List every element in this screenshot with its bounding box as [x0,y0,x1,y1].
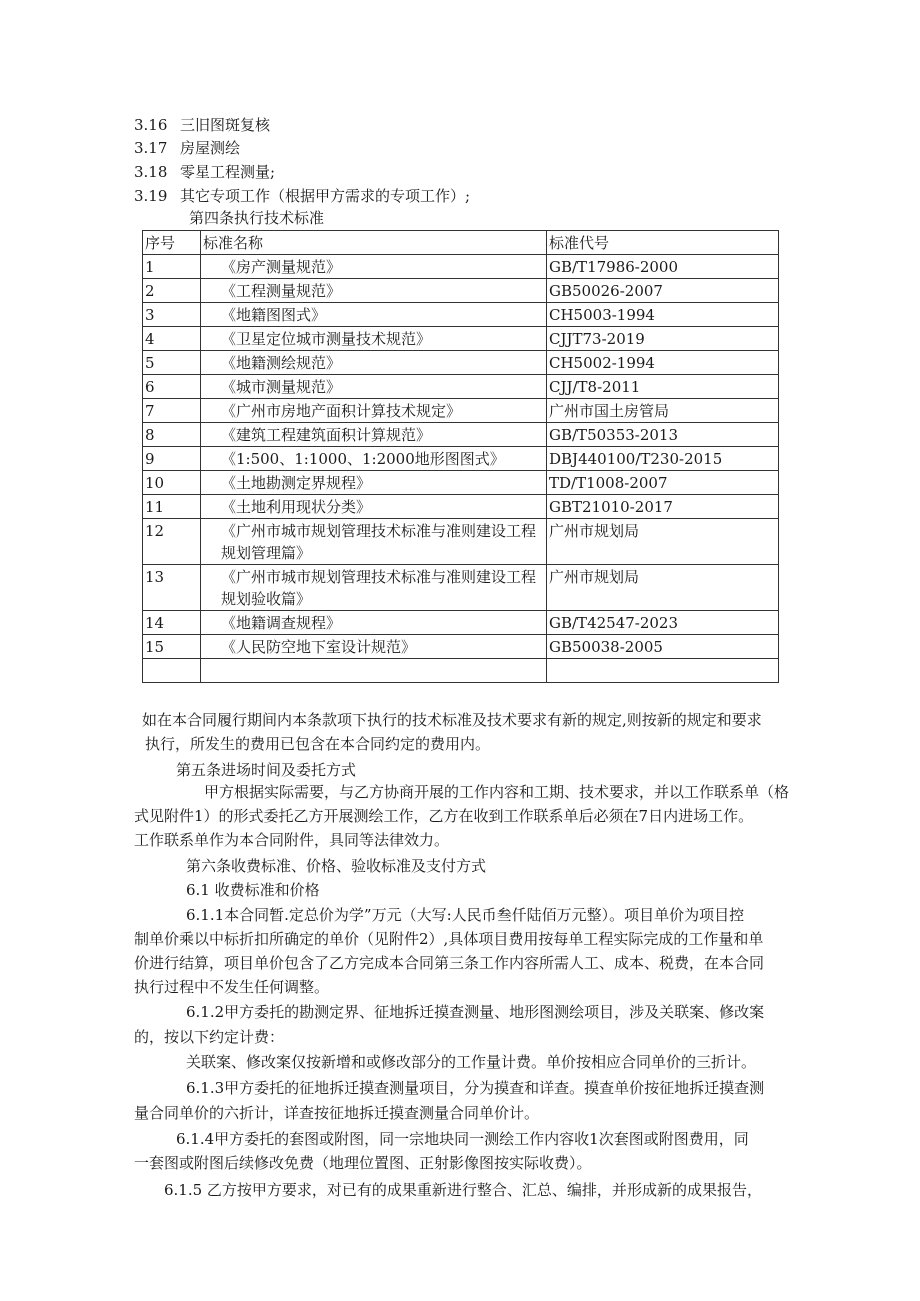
row-name: 《人民防空地下室设计规范》 [201,635,547,659]
empty-cell [143,659,201,683]
table-row [143,447,779,471]
row-no: 10 [143,471,201,495]
row-no: 9 [143,447,201,471]
item-text: 其它专项工作（根据甲方需求的专项工作）; [180,187,471,205]
row-no: 12 [143,519,201,565]
row-no: 13 [143,565,201,611]
row-no: 6 [143,375,201,399]
header-code: 标准代号 [547,231,779,255]
table-row [143,423,779,447]
row-no: 2 [143,279,201,303]
section-6-1-1-line-4: 执行过程中不发生任何调整。 [134,978,330,996]
row-no: 14 [143,611,201,635]
item-3-19 [134,186,470,206]
table-row [143,375,779,399]
section-6-1-1-line-2: 制单价乘以中标折扣所确定的单价（见附件2）,具体项目费用按每单工程实际完成的工作量和单 [134,930,764,948]
article-5-line-3: 工作联系单作为本合同附件，具同等法律效力。 [134,831,450,849]
header-name: 标准名称 [201,231,547,255]
row-name: 《广州市城市规划管理技术标准与准则建设工程规划验收篇》 [201,565,547,611]
article-4-title: 第四条执行技术标准 [189,209,325,227]
row-no: 1 [143,255,201,279]
section-6-1-2-line-1: 6.1.2甲方委托的勘测定界、征地拆迁摸查测量、地形图测绘项目，涉及关联案、修改案 [186,1003,765,1021]
table-row-empty [143,659,779,683]
section-6-1-4-line-1: 6.1.4甲方委托的套图或附图，同一宗地块同一测绘工作内容收1次套图或附图费用，同 [176,1130,749,1148]
table-row [143,279,779,303]
row-code: CJJT73-2019 [547,327,779,351]
row-name: 《地籍调查规程》 [201,611,547,635]
row-code: TD/T1008-2007 [547,471,779,495]
row-code: GB50038-2005 [547,635,779,659]
row-code: 广州市国土房管局 [547,399,779,423]
section-6-1-1-line-1: 6.1.1本合同暂.定总价为学”万元（大写:人民币叁仟陆佰万元整）。项目单价为项目控 [186,906,745,924]
row-name: 《工程测量规范》 [201,279,547,303]
section-6-1-3-line-1: 6.1.3甲方委托的征地拆迁摸查测量项目，分为摸查和详查。摸查单价按征地拆迁摸查测 [186,1079,765,1097]
item-number: 3.16 [134,116,168,134]
row-code: GB/T42547-2023 [547,611,779,635]
table-row [143,635,779,659]
section-6-1-5-line-1: 6.1.5 乙方按甲方要求，对已有的成果重新进行整合、汇总、编排，并形成新的成果报告， [164,1181,762,1199]
standards-table [142,230,779,683]
row-no: 3 [143,303,201,327]
header-no: 序号 [143,231,201,255]
row-name: 《广州市房地产面积计算技术规定》 [201,399,547,423]
section-6-1-4-line-2: 一套图或附图后续修改免费（地理位置图、正射影像图按实际收费）。 [134,1154,592,1172]
row-no: 5 [143,351,201,375]
table-row [143,519,779,565]
item-text: 房屋测绘 [180,139,241,157]
item-3-18 [134,162,275,182]
row-name: 《广州市城市规划管理技术标准与准则建设工程规划管理篇》 [201,519,547,565]
table-row [143,327,779,351]
para-after-table-line-1: 如在本合同履行期间内本条款项下执行的技术标准及技术要求有新的规定,则按新的规定和要求 [142,711,762,729]
article-5-line-1: 甲方根据实际需要，与乙方协商开展的工作内容和工期、技术要求，并以工作联系单（格 [204,783,790,801]
row-no: 8 [143,423,201,447]
item-3-17 [134,138,240,158]
row-name: 《卫星定位城市测量技术规范》 [201,327,547,351]
table-row [143,399,779,423]
table-row [143,255,779,279]
row-name: 《1:500、1:1000、1:2000地形图图式》 [201,447,547,471]
row-no: 4 [143,327,201,351]
section-6-1-3-line-2: 量合同单价的六折计，详查按征地拆迁摸查测量合同单价计。 [134,1104,540,1122]
section-6-1-2-line-3: 关联案、修改案仅按新增和或修改部分的工作量计费。单价按相应合同单价的三折计。 [186,1053,757,1071]
para-after-table-line-2: 执行，所发生的费用已包含在本合同约定的费用内。 [145,735,491,753]
article-5-line-2: 式见附件1）的形式委托乙方开展测绘工作，乙方在收到工作联系单后必须在7日内进场工作。 [134,807,754,825]
row-code: CJJ/T8-2011 [547,375,779,399]
table-row [143,351,779,375]
row-code: GB/T50353-2013 [547,423,779,447]
empty-cell [201,659,547,683]
table-row [143,611,779,635]
row-code: 广州市规划局 [547,519,779,565]
article-5-title: 第五条进场时间及委托方式 [176,761,357,779]
section-6-1-1-line-3: 价进行结算，项目单价包含了乙方完成本合同第三条工作内容所需人工、成本、税费，在本合同 [134,954,765,972]
row-no: 15 [143,635,201,659]
table-row [143,565,779,611]
row-name: 《土地利用现状分类》 [201,495,547,519]
item-number: 3.19 [134,187,168,205]
empty-cell [547,659,779,683]
section-6-1: 6.1 收费标准和价格 [186,881,320,899]
table-row [143,495,779,519]
row-no: 7 [143,399,201,423]
row-code: CH5003-1994 [547,303,779,327]
row-code: CH5002-1994 [547,351,779,375]
row-no: 11 [143,495,201,519]
item-text: 零星工程测量; [180,163,276,181]
row-name: 《建筑工程建筑面积计算规范》 [201,423,547,447]
item-number: 3.18 [134,163,168,181]
row-name: 《土地勘测定界规程》 [201,471,547,495]
row-name: 《城市测量规范》 [201,375,547,399]
item-number: 3.17 [134,139,168,157]
row-name: 《地籍图图式》 [201,303,547,327]
table-row [143,471,779,495]
item-3-16 [134,115,270,135]
row-code: 广州市规划局 [547,565,779,611]
row-code: GB50026-2007 [547,279,779,303]
row-code: GBT21010-2017 [547,495,779,519]
section-6-1-2-line-2: 的，按以下约定计费： [134,1028,285,1046]
item-text: 三旧图斑复核 [180,116,271,134]
row-name: 《房产测量规范》 [201,255,547,279]
table-row [143,303,779,327]
table-header-row [143,231,779,255]
article-6-title: 第六条收费标准、价格、验收标准及支付方式 [186,857,487,875]
row-code: DBJ440100/T230-2015 [547,447,779,471]
row-name: 《地籍测绘规范》 [201,351,547,375]
row-code: GB/T17986-2000 [547,255,779,279]
